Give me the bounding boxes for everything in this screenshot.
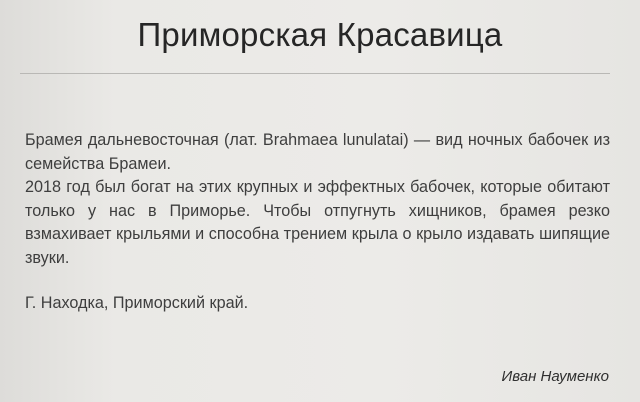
caption-paragraph-species: Брамея дальневосточная (лат. Brahmaea lunulatai) — вид ночных бабочек из семейства Брамеи. xyxy=(25,131,610,173)
caption-location: Г. Находка, Приморский край. xyxy=(25,294,249,312)
caption-author: Иван Науменко xyxy=(501,368,609,385)
caption-body xyxy=(25,129,610,270)
title-divider xyxy=(20,73,610,74)
caption-title: Приморская Красавица xyxy=(137,16,503,53)
caption-paragraph-description: 2018 год был богат на этих крупных и эффектных бабочек, которые обитают только у нас в Приморье. Чтобы отпугнуть хищников, брамея резко взмахивает крыльями и способна трением крыла о крыло издавать шипящие звуки. xyxy=(25,178,610,267)
